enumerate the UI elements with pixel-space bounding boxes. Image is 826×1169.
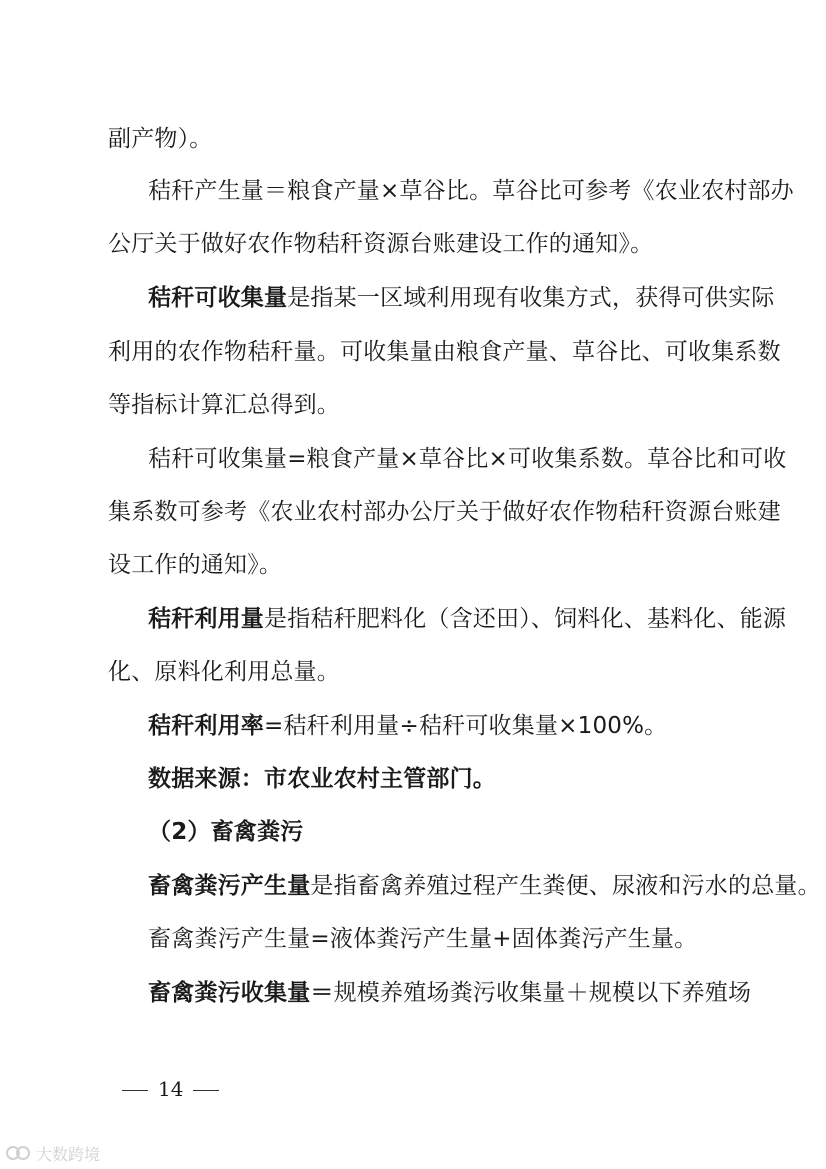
text-segment: 等指标计算汇总得到。 — [108, 392, 340, 418]
watermark-text: 大数跨境 — [36, 1144, 101, 1164]
text-segment: 设工作的通知》。 — [108, 552, 283, 578]
paragraph-line — [108, 337, 781, 367]
paragraph-line — [148, 978, 751, 1008]
term-heading: 畜禽粪污产生量 — [148, 873, 311, 899]
term-heading: 数据来源：市农业农村主管部门。 — [148, 766, 496, 792]
text-segment: =秸秆利用量÷秸秆可收集量×100%。 — [264, 713, 668, 739]
paragraph-line — [148, 711, 667, 741]
logo-mark-icon — [6, 1143, 32, 1163]
paragraph-line — [108, 550, 282, 580]
page-footer — [112, 1076, 229, 1102]
watermark — [6, 1141, 100, 1165]
text-segment: 秸秆可收集量=粮食产量×草谷比×可收集系数。草谷比和可收 — [148, 446, 787, 472]
paragraph-line — [148, 817, 303, 847]
paragraph-line — [148, 283, 774, 313]
paragraph-line — [108, 229, 653, 259]
text-segment: 秸秆产生量＝粮食产量×草谷比。草谷比可参考《农业农村部办 — [148, 178, 794, 204]
text-segment: 畜禽粪污产生量=液体粪污产生量+固体粪污产生量。 — [148, 926, 698, 952]
paragraph-line — [148, 764, 496, 794]
footer-dash-left — [122, 1090, 148, 1091]
term-heading: 畜禽粪污收集量＝ — [148, 980, 334, 1006]
term-heading: 秸秆利用率 — [148, 713, 264, 739]
term-heading: （2）畜禽粪污 — [148, 819, 304, 845]
page-number: 14 — [158, 1077, 184, 1101]
text-segment: 是指畜禽养殖过程产生粪便、尿液和污水的总量。 — [310, 873, 821, 899]
paragraph-line — [148, 924, 697, 954]
footer-dash-right — [193, 1090, 219, 1091]
paragraph-line — [108, 657, 340, 687]
text-segment: 规模养殖场粪污收集量＋规模以下养殖场 — [333, 980, 752, 1006]
paragraph-line — [148, 444, 786, 474]
term-heading: 秸秆可收集量 — [148, 285, 288, 311]
paragraph-line — [108, 124, 213, 154]
term-heading: 秸秆利用量 — [148, 606, 264, 632]
text-segment: 化、原料化利用总量。 — [108, 659, 340, 685]
paragraph-line — [148, 604, 786, 634]
paragraph-line — [108, 497, 781, 527]
text-segment: 公厅关于做好农作物秸秆资源台账建设工作的通知》。 — [108, 231, 654, 257]
paragraph-line — [148, 871, 821, 901]
text-segment: 是指秸秆肥料化（含还田）、饲料化、基料化、能源 — [264, 606, 787, 632]
text-segment: 副产物）。 — [108, 126, 213, 152]
paragraph-line — [148, 176, 794, 206]
text-segment: 是指某一区域利用现有收集方式，获得可供实际 — [287, 285, 775, 311]
paragraph-line — [108, 390, 340, 420]
text-segment: 集系数可参考《农业农村部办公厅关于做好农作物秸秆资源台账建 — [108, 499, 781, 525]
text-segment: 利用的农作物秸秆量。可收集量由粮食产量、草谷比、可收集系数 — [108, 339, 781, 365]
